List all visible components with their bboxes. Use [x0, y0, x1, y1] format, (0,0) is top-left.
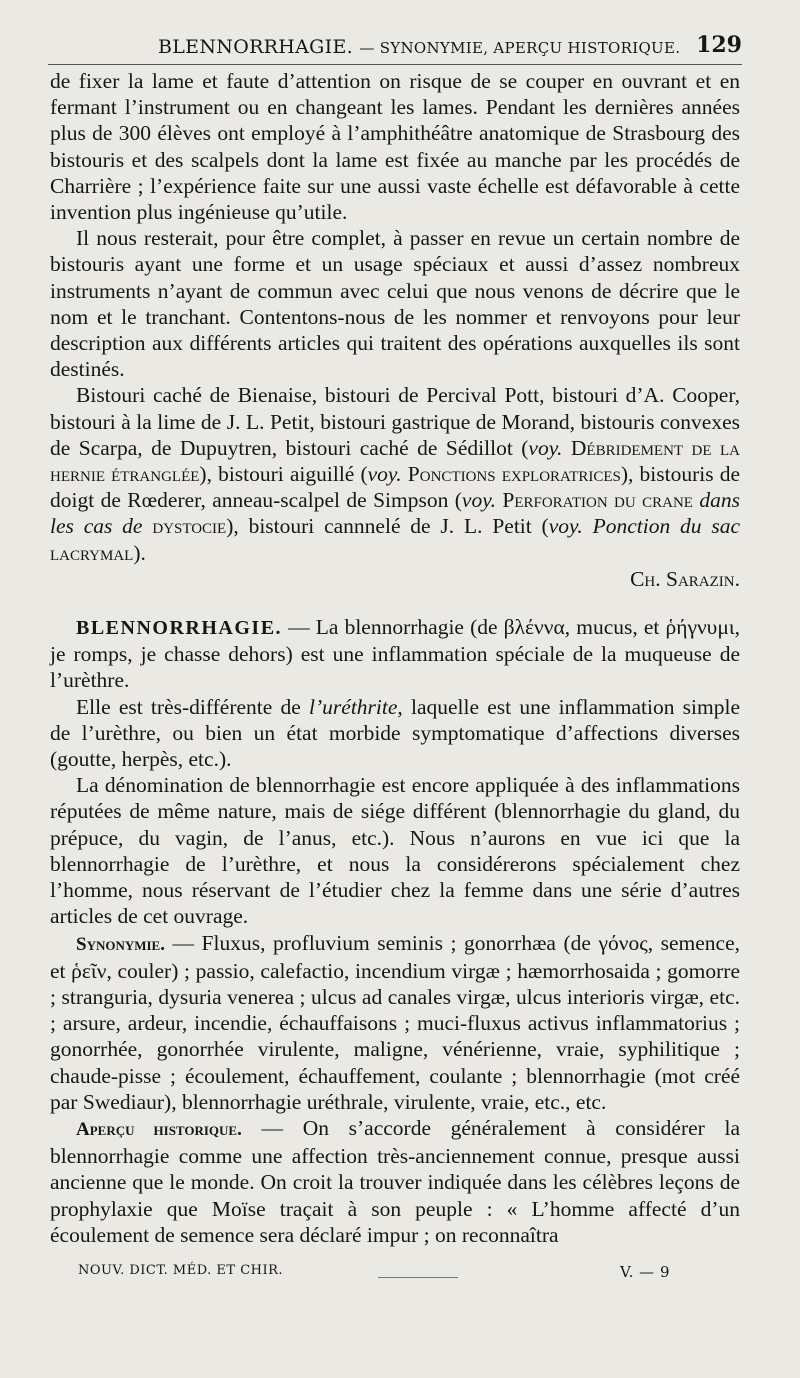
cross-ref-debridement: Débridement de la hernie étranglée	[50, 435, 740, 487]
paragraph-2: Il nous resterait, pour être complet, à passer en revue un certain nombre de bistouris ayant une forme et un usage spéciaux et aussi d’assez nombreux instruments n’ayant de commun avec celui que nous venons de décrire que le nom et le tranchant. Contentons-nous de les nommer et renvoyons pour leur description aux différents articles qui traitent des opérations auxquelles ils sont destinés.	[50, 226, 740, 382]
body-text	[50, 68, 740, 1248]
paragraph-3	[50, 382, 740, 565]
entry-definition: — La blennorrhagie (de βλέννα, mucus, et ῥήγνυμι, je romps, je chasse dehors) est une inflammation spéciale de la muqueuse de l’urèthre.	[50, 615, 741, 693]
paragraph-entry-head	[50, 614, 740, 694]
p3-voy-4: voy.	[548, 514, 583, 539]
running-title-main: BLENNORRHAGIE.	[158, 36, 353, 58]
synonymie-text: — Fluxus, profluvium seminis ; gonorrhæa (de γόνος, semence, et ῥεῖν, couler) ; passio, calefactio, incendium virgæ ; hæmorrhosaida ; gomorre ; stranguria, dysuria venerea ; ulcus ad canales virgæ, ulcus interioris virgæ, etc. ; arsure, ardeur, incendie, échauffaisons ; muci-fluxus activus inflammatorius ; gonorrhée, gonorrhée virulente, maligne, vénérienne, vraie, syphilitique ; chaude-pisse ; écoulement, échauffement, coulante ; blennorrhagie (mot créé par Swediaur), blennorrhagie uréthrale, virulente, vraie, etc., etc.	[50, 930, 740, 1114]
running-header	[48, 30, 742, 65]
cross-ref-ponction-sac: Ponction du sac	[592, 514, 741, 539]
p5-text-a: Elle est très-différente de	[76, 694, 310, 719]
cross-ref-perforation-italic: dans les cas de	[50, 488, 740, 539]
footer-rule	[378, 1277, 458, 1278]
p5-italic-term: l’uréthrite	[309, 694, 398, 719]
author-signature: Ch. Sarazin.	[630, 566, 740, 591]
cross-ref-lacrymal: lacrymal	[50, 540, 134, 565]
p3-text-d: ), bistouri cannnelé de J. L. Petit (	[226, 514, 549, 539]
p3-text-a: Bistouri caché de Bienaise, bistouri de Percival Pott, bistouri d’A. Cooper, bistouri à la lime de J. L. Petit, bistouri gastrique de Morand, bistouris convexes de Scarpa, de Dupuytren, bistouri caché de Sédillot (	[50, 383, 740, 460]
p3-text-b: ), bistouri aiguillé (	[199, 462, 368, 487]
subheading-apercu-historique: Aperçu historique.	[76, 1118, 242, 1140]
paragraph-5	[50, 694, 740, 773]
section-gap	[50, 592, 740, 614]
p5-text-b: , laquelle est une inflammation simple de l’urèthre, ou bien un état morbide symptomatique d’affections diverses (goutte, herpès, etc.).	[50, 694, 740, 772]
paragraph-1: de fixer la lame et faute d’attention on risque de se couper en ouvrant et en fermant l’instrument ou en changeant les lames. Pendant les dernières années plus de 300 élèves ont employé à l’amphithéâtre anatomique de Strasbourg des bistouris et des scalpels dont la lame est fixée au manche par les procédés de Charrière ; l’expérience faite sur une aussi vaste échelle est défavorable à cette invention plus ingénieuse qu’utile.	[50, 69, 740, 225]
running-title	[158, 36, 680, 58]
p3-text-e: ).	[133, 540, 146, 565]
cross-ref-dystocie: dystocie	[152, 514, 227, 539]
footer-volume-signature: V. — 9	[619, 1263, 670, 1281]
p3-voy-3: voy.	[461, 488, 496, 513]
p3-voy-1: voy.	[528, 435, 563, 460]
running-title-subtitle: — SYNONYMIE, APERÇU HISTORIQUE.	[359, 39, 681, 57]
entry-headword: BLENNORRHAGIE.	[76, 617, 283, 640]
subheading-synonymie: Synonymie.	[76, 933, 165, 955]
cross-ref-perforation: Perforation du crane	[502, 488, 693, 513]
apercu-text: — On s’accorde généralement à considérer la blennorrhagie comme une affection très-anciennement connue, presque aussi ancienne que le monde. On croit la trouver indiquée dans les célèbres leçons de prophylaxie que Moïse traçait à son peuple : « L’homme affecté d’un écoulement de semence sera déclaré impur ; on reconnaîtra	[50, 1115, 741, 1247]
paragraph-6: La dénomination de blennorrhagie est encore appliquée à des inflammations réputées de même nature, mais de siége différent (blennorrhagie du gland, du prépuce, du vagin, de l’anus, etc.). Nous n’aurons en vue ici que la blennorrhagie de l’urèthre, et nous la considérerons spécialement chez l’homme, nous réservant de l’étudier chez la femme dans une série d’autres articles de cet ouvrage.	[50, 773, 740, 929]
footer-signature-title: NOUV. DICT. MÉD. ET CHIR.	[78, 1263, 284, 1278]
paragraph-apercu	[50, 1115, 740, 1248]
p3-voy-2: voy.	[367, 462, 402, 487]
p3-text-c: ), bistouris de doigt de Rœderer, anneau-scalpel de Simpson (	[50, 462, 741, 513]
page-number: 129	[696, 32, 742, 58]
cross-ref-ponctions: Ponctions exploratrices	[407, 462, 621, 487]
paragraph-synonymie	[50, 930, 740, 1115]
